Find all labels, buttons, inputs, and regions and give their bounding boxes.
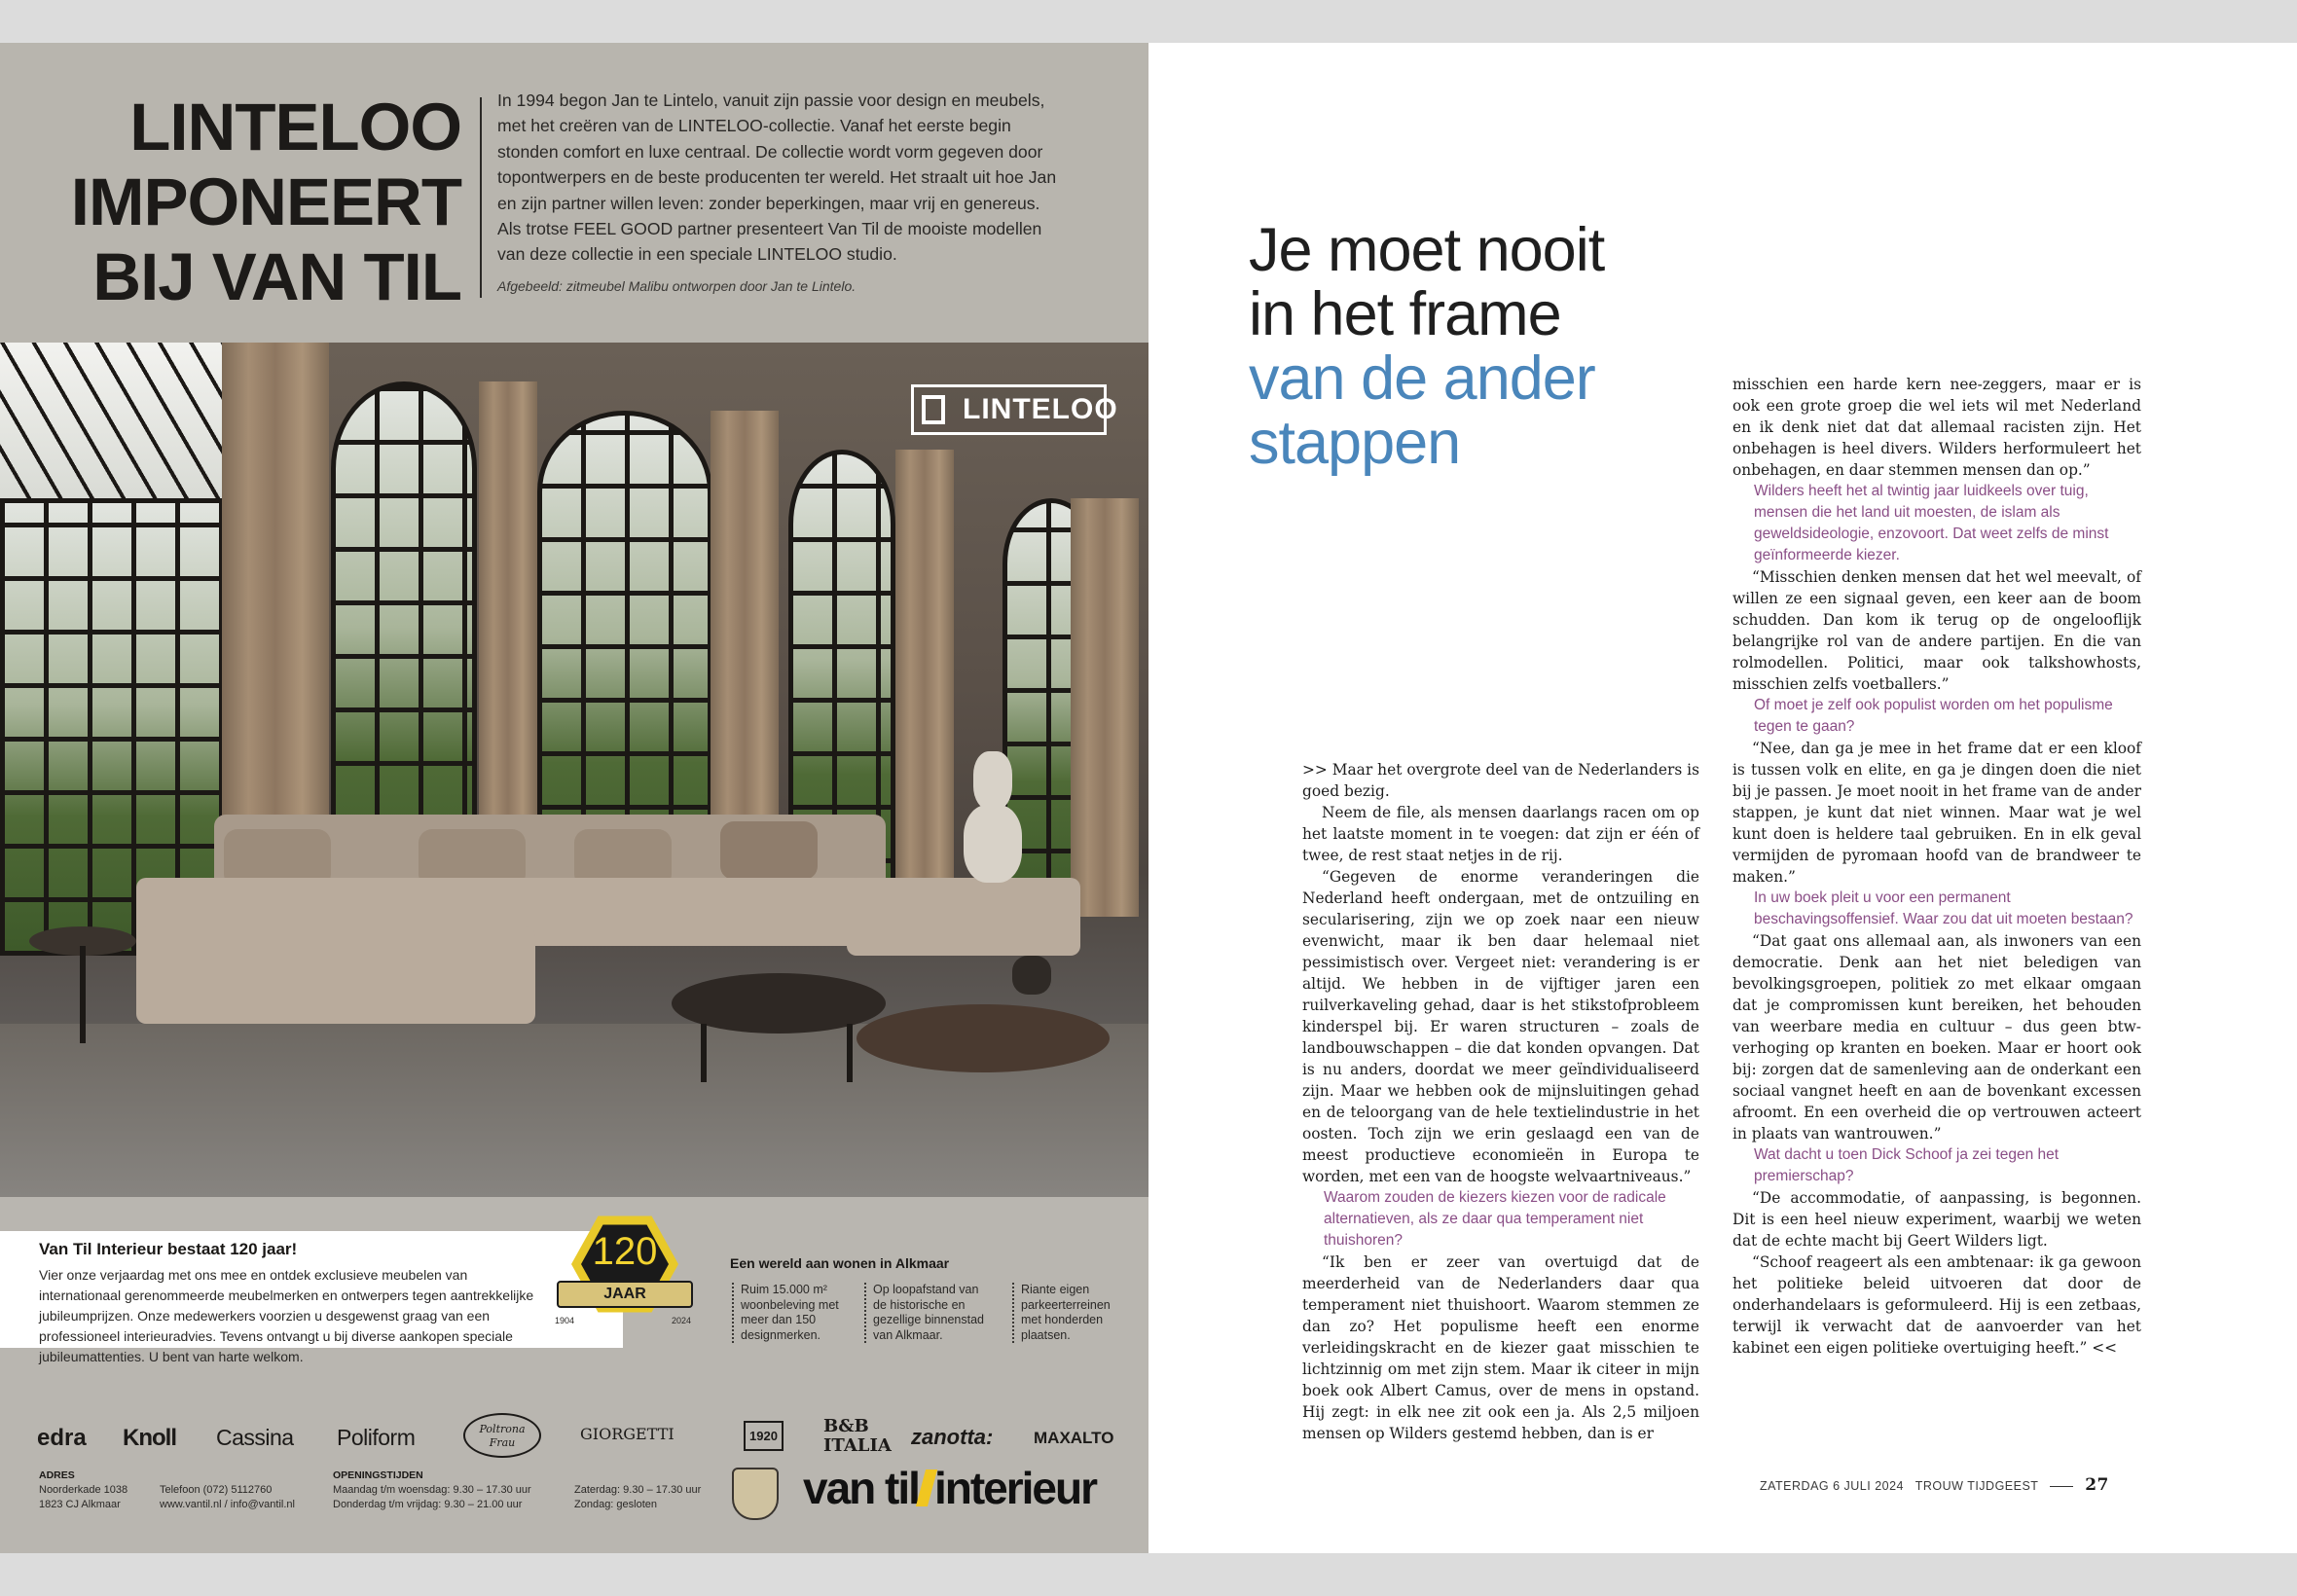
sofa-photo: [0, 343, 1148, 1197]
table-leg: [80, 946, 86, 1043]
ad-intro-text: In 1994 begon Jan te Lintelo, vanuit zijn passie voor design en meubels, met het creëren van de LINTELOO-collectie. Vanaf het eerste begin stonden comfort en luxe centraal. De collectie wordt vorm gegeven door topontwerpers en de beste producenten ter wereld. Het straalt uit hoe Jan en zijn partner willen leven: zonder beperkingen, maar vrij en genereus. Als trotse FEEL GOOD partner presenteert Van Til de mooiste modellen van deze collectie in een speciale LINTELOO studio.: [497, 91, 1057, 265]
footer-rule: [2050, 1486, 2073, 1487]
address-line: 1823 CJ Alkmaar: [39, 1499, 121, 1510]
badge-year-left: 1904: [555, 1316, 575, 1325]
address: [39, 1483, 128, 1512]
paragraph: “Nee, dan ga je mee in het frame dat er een kloof is tussen volk en elite, en ga je dingen doen die niet bij je passen. Je moet nooit in het frame van de ander stappen, je kunt dat niet winnen. Maar wat je wel kunt doen is heldere taal gebruiken. En in elk geval vermijden de pyromaan hoofd van de brandweer te maken.”: [1732, 740, 2141, 886]
phone: Telefoon (072) 5112760: [160, 1484, 273, 1496]
brand-logo: Cassina: [216, 1425, 294, 1450]
hours-line: Maandag t/m woensdag: 9.30 – 17.30 uur: [333, 1484, 531, 1496]
interview-question: In uw boek pleit u voor een permanent beschavingsoffensief. Waar zou dat uit moeten bestaan?: [1754, 889, 2133, 927]
page-footer: [1760, 1475, 2109, 1495]
headline-line: Je moet nooit: [1249, 216, 1605, 284]
paragraph: “Misschien denken mensen dat het wel meevalt, of willen ze een signaal geven, een keer aan de boom schudden. Dan kom ik terug op de ongelooflijk belangrijke rol van de andere partijen. En die van rolmodellen. Politici, maar ook talkshowhosts, misschien zelfs voetballers.”: [1732, 568, 2141, 693]
coat-of-arms-icon: [732, 1468, 779, 1520]
ad-title-line: BIJ VAN TIL: [92, 239, 461, 314]
linteloo-logo-text: LINTELOO: [963, 393, 1118, 425]
headline-line: van de ander: [1249, 345, 1595, 413]
sculpture: [973, 751, 1012, 810]
footer-date: ZATERDAG 6 JULI 2024: [1760, 1479, 1905, 1493]
world-title: Een wereld aan wonen in Alkmaar: [730, 1255, 950, 1271]
headline-line: stappen: [1249, 409, 1461, 477]
ad-header: [0, 43, 1148, 343]
brand-logo: zanotta:: [911, 1425, 994, 1449]
cushion: [720, 821, 818, 880]
brand-logo: 1920: [744, 1421, 784, 1451]
table-leg: [847, 1024, 853, 1082]
interview-question: Wat dacht u toen Dick Schoof ja zei tegen het premierschap?: [1754, 1146, 2060, 1184]
opening-hours-weekend: [574, 1483, 701, 1512]
table-leg: [701, 1024, 707, 1082]
interview-question: Waarom zouden de kiezers kiezen voor de radicale alternatieven, als ze daar qua temperament niet thuishoren?: [1324, 1189, 1666, 1249]
footer-section: TIJDGEEST: [1967, 1479, 2039, 1493]
headline: [1249, 218, 1604, 475]
hours-line: Donderdag t/m vrijdag: 9.30 – 21.00 uur: [333, 1499, 523, 1510]
brand-logo: GIORGETTI: [580, 1425, 675, 1443]
paragraph: “De accommodatie, of aanpassing, is begonnen. Dit is een heel nieuw experiment, waarbij we weten dat de echte macht bij Geert Wilders ligt.: [1732, 1189, 2141, 1250]
badge-year-right: 2024: [672, 1316, 692, 1325]
feature-item: Op loopafstand van de historische en gezellige binnenstad van Alkmaar.: [864, 1283, 991, 1343]
ad-title-line: IMPONEERT: [70, 164, 461, 239]
curtain: [1071, 498, 1139, 917]
anniversary-title: Van Til Interieur bestaat 120 jaar!: [39, 1240, 298, 1258]
skylight: [0, 343, 224, 498]
van-til-logo-text: interieur: [933, 1463, 1096, 1513]
page-number: 27: [2085, 1475, 2109, 1495]
hours-line: Zondag: gesloten: [574, 1499, 658, 1510]
coffee-table: [857, 1004, 1110, 1072]
van-til-logo: [803, 1462, 1096, 1514]
paragraph: >> Maar het overgrote deel van de Nederlanders is goed bezig.: [1302, 761, 1699, 800]
feature-item: Ruim 15.000 m² woonbeleving met meer dan 150 designmerken.: [732, 1283, 858, 1343]
paragraph: “Dat gaat ons allemaal aan, als inwoners van een democratie. Denk aan het niet beledigen van bevolkingsgroepen, politiek zo met elkaar omgaan dat je compromissen kunt bereiken, het behouden van weerbare media en cultuur – dus geen btw-verhoging op kranten en boeken. Maar er hoort ook bij: zorgen dat de samenleving aan de onderkant een sociaal vangnet heeft en aan de bovenkant excessen afroomt. En een overheid die op vertrouwen acteert in plaats van wantrouwen.”: [1732, 932, 2141, 1143]
feature-item: Riante eigen parkeerterreinen met honderden plaatsen.: [1012, 1283, 1117, 1343]
opening-hours: [333, 1483, 531, 1512]
hours-label: OPENINGSTIJDEN: [333, 1469, 423, 1481]
van-til-logo-text: van til: [803, 1463, 919, 1513]
interview-question: Wilders heeft het al twintig jaar luidkeels over tuig, mensen die het land uit moesten, de islam als geweldsideologie, enzovoort. Dat weet zelfs de minst geïnformeerde kiezer.: [1754, 483, 2109, 563]
paragraph: misschien een harde kern nee-zeggers, maar er is ook een grote groep die wel iets wil met Nederland en ik denk niet dat dat allemaal racisten zijn. Het onbehagen is heel divers. Wilders herformuleert het onbehagen, en daar stemmen mensen dan op.”: [1732, 376, 2141, 479]
ad-caption: Afgebeeld: zitmeubel Malibu ontworpen door Jan te Lintelo.: [497, 278, 857, 294]
brand-logo: edra: [37, 1425, 87, 1451]
interview-question: Of moet je zelf ook populist worden om het populisme tegen te gaan?: [1754, 697, 2113, 735]
linteloo-logo-mark: [922, 395, 945, 424]
brand-logo: Poliform: [337, 1425, 416, 1450]
paragraph: “Schoof reageert als een ambtenaar: ik ga gewoon het politieke beleid uitvoeren dat door de onderhandelaars is geformuleerd. Hij is een zetbaas, terwijl ik verwacht dat de aanvoerder van het kabinet een eigen politieke overtuiging heeft.” <<: [1732, 1253, 2141, 1357]
paragraph: “Gegeven de enorme veranderingen die Nederland heeft ondergaan, met de ontzuiling en secularisering, zijn we op zoek naar een nieuw evenwicht, maar ik ben daar helemaal niet pessimistisch over. Vergeet niet: verandering is er altijd. We hebben in de vijftiger jaren een ruilverkaveling gehad, daar is het stikstofprobleem kinderspel bij. Er waren structuren – zoals de landbouwschappen – die dat konden opvangen. Dat is nu anders, doordat we meer geïndividualiseerd zijn. Maar we hebben ook de mijnsluitingen gehad en de teloorgang van de hele textielindustrie in het oosten. Toch zijn we erin geslaagd een van de meest productieve economieën in Europa te worden, met een van de hoogste welvaartniveaus.”: [1302, 868, 1699, 1185]
advertisement-page: [0, 43, 1148, 1553]
brand-logo: B&B ITALIA: [823, 1416, 892, 1456]
badge-number: 120: [592, 1230, 658, 1273]
ad-title-line: LINTELOO: [129, 90, 461, 164]
article-column-1: [1302, 759, 1699, 1444]
address-line: Noorderkade 1038: [39, 1484, 128, 1496]
ad-divider: [480, 97, 482, 298]
sculpture: [964, 805, 1022, 883]
paragraph: Neem de file, als mensen daarlangs racen om op het laatste moment in te voegen: dat zijn er één of twee, de rest staat netjes in de rij.: [1302, 804, 1699, 864]
paragraph: “Ik ben er zeer van overtuigd dat de meerderheid van de Nederlanders daar qua temperament niet thuishoort. Waarom stemmen ze dan zo? Het populisme heeft een enorme verleidingskracht en de kiezer gaat misschien te lichtzinnig om met zijn stem. Maar ik citeer in mijn boek ook Albert Camus, over de mens in opstand. Hij zegt: in elk nee zit ook een ja. Als 2,5 miljoen mensen op Wilders gestemd hebben, dan is er: [1302, 1253, 1699, 1442]
ad-title: [58, 90, 461, 314]
brand-logo: Knoll: [123, 1425, 176, 1451]
brand-logo: MAXALTO: [1034, 1429, 1114, 1447]
anniversary-badge: [547, 1201, 703, 1357]
vase: [1012, 956, 1051, 995]
sofa-chaise: [136, 926, 535, 1024]
website-link[interactable]: www.vantil.nl / info@vantil.nl: [160, 1499, 295, 1510]
address-label: ADRES: [39, 1469, 75, 1481]
article-page: [1148, 43, 2297, 1553]
headline-line: in het frame: [1249, 280, 1561, 348]
article-column-2: [1732, 374, 2141, 1359]
sofa-ottoman: [847, 878, 1080, 956]
brand-logo: Poltrona Frau: [463, 1413, 541, 1458]
badge-ribbon: JAAR: [557, 1281, 693, 1308]
hours-line: Zaterdag: 9.30 – 17.30 uur: [574, 1484, 702, 1496]
linteloo-logo: [911, 384, 1118, 435]
anniversary-text: Vier onze verjaardag met ons mee en ontdek exclusieve meubelen van internationaal gerenommeerde meubelmerken en ontwerpers tegen aantrekkelijke jubileumprijzen. Onze medewerkers voorzien u desgewenst graag van een professioneel interieuradvies. Tevens ontvangt u bij diverse aankopen speciale jubileumattenties. U bent van harte welkom.: [39, 1267, 534, 1364]
curtain: [895, 450, 954, 917]
footer-publication: TROUW: [1914, 1479, 1964, 1493]
contact: [160, 1483, 295, 1512]
